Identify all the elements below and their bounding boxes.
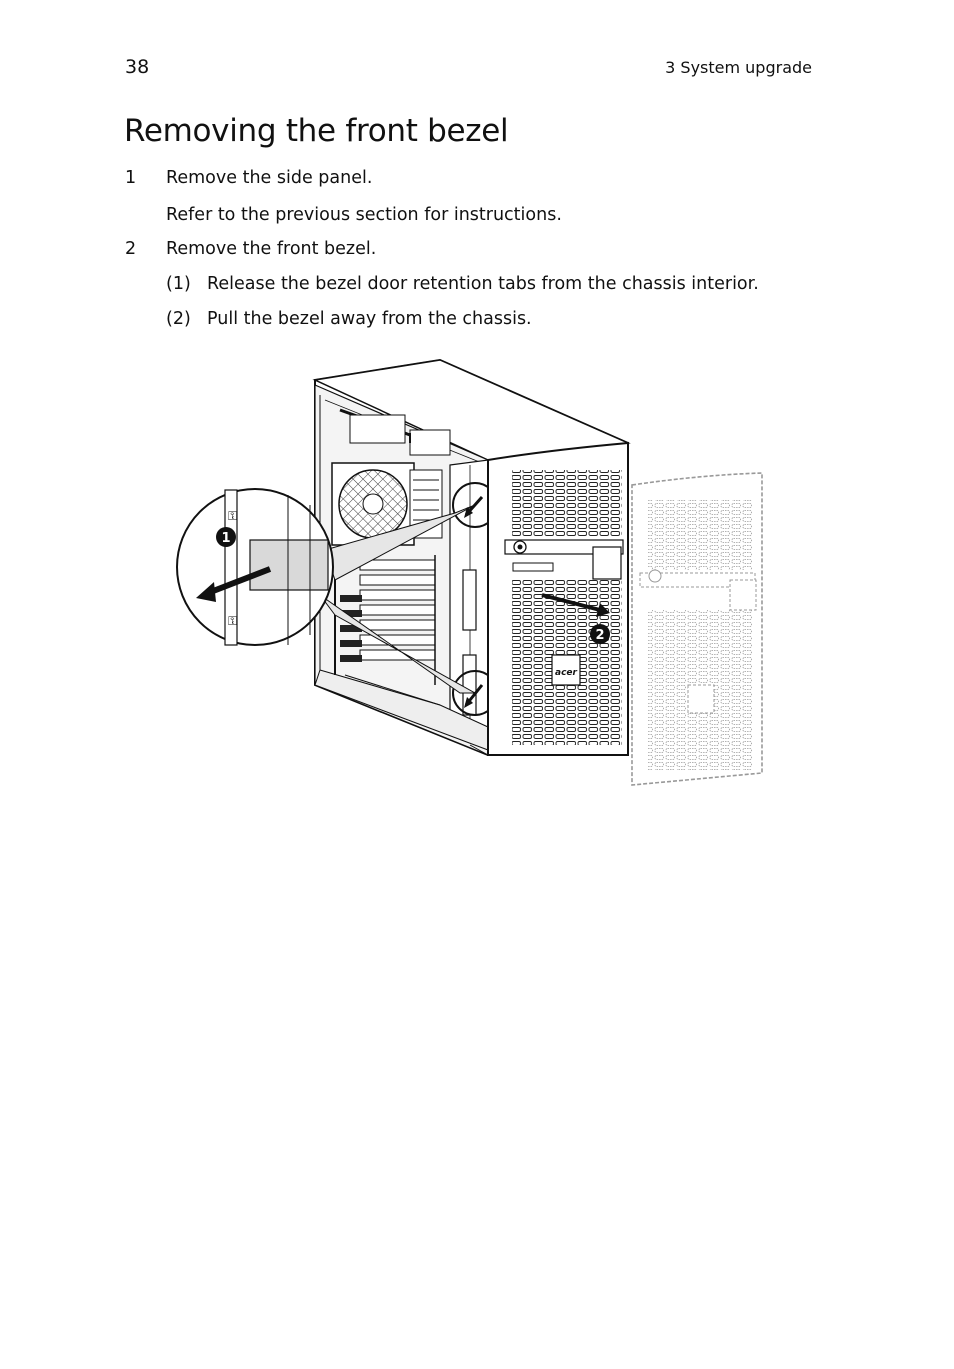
substep-text-1: Release the bezel door retention tabs from the chassis interior. (207, 274, 759, 294)
acer-logo: acer (555, 668, 577, 678)
substep-text-2: Pull the bezel away from the chassis. (207, 309, 532, 329)
bezel-removal-figure (170, 355, 770, 800)
step-note-1: Refer to the previous section for instructions. (166, 205, 562, 225)
substep-number-2: (2) (166, 309, 191, 329)
detached-bezel (632, 473, 762, 785)
substep-number-1: (1) (166, 274, 191, 294)
callout-1: 1 (221, 531, 231, 546)
step-number-1: 1 (125, 168, 137, 188)
lock-icon-lower: ⚿ (228, 614, 238, 628)
lock-icon: ⚿ (228, 509, 238, 523)
step-text-1: Remove the side panel. (166, 168, 373, 188)
page-title: Removing the front bezel (124, 113, 509, 149)
chapter-header: 3 System upgrade (665, 58, 812, 77)
step-number-2: 2 (125, 239, 137, 259)
callout-2: 2 (595, 628, 605, 643)
step-text-2: Remove the front bezel. (166, 239, 377, 259)
page-number: 38 (125, 56, 150, 78)
